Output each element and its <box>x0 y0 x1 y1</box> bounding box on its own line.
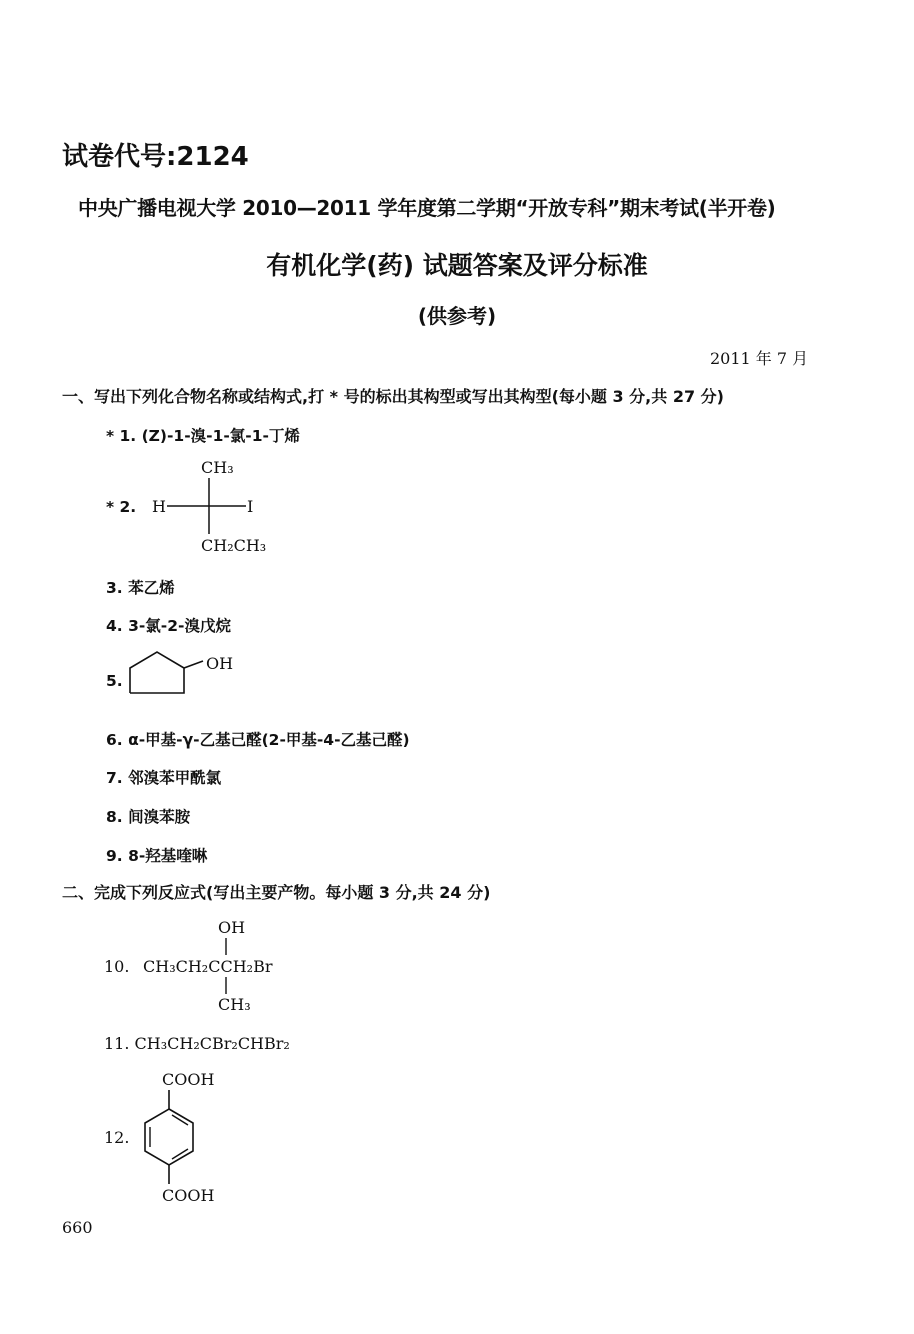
question-1: * 1. (Z)-1-溴-1-氯-1-丁烯 <box>106 427 300 445</box>
question-12-label: 12. <box>104 1128 130 1147</box>
question-2-left-group: H <box>152 497 166 516</box>
page-number: 660 <box>62 1218 93 1237</box>
question-8: 8. 间溴苯胺 <box>106 808 191 826</box>
question-9: 9. 8-羟基喹啉 <box>106 847 208 865</box>
exam-code: 试卷代号:2124 <box>62 142 249 172</box>
question-2-label: * 2. <box>106 498 137 516</box>
exam-date: 2011 年 7 月 <box>710 349 809 368</box>
question-10-label: 10. <box>104 957 130 976</box>
section2-heading: 二、完成下列反应式(写出主要产物。每小题 3 分,共 24 分) <box>62 883 491 902</box>
question-2-right-group: I <box>247 497 254 516</box>
question-6: 6. α-甲基-γ-乙基己醛(2-甲基-4-乙基己醛) <box>106 731 410 749</box>
question-4: 4. 3-氯-2-溴戊烷 <box>106 617 231 635</box>
page-subtitle: (供参考) <box>417 304 497 328</box>
question-12-top-group: COOH <box>162 1070 215 1089</box>
question-3: 3. 苯乙烯 <box>106 579 175 597</box>
section1-heading: 一、写出下列化合物名称或结构式,打 * 号的标出其构型或写出其构型(每小题 3 分,共 27 分) <box>62 387 724 406</box>
exam-header: 中央广播电视大学 2010—2011 学年度第二学期“开放专科”期末考试(半开卷) <box>78 196 776 220</box>
question-10-top-group: OH <box>218 918 246 937</box>
question-2-bottom-group: CH₂CH₃ <box>201 536 267 555</box>
question-5-label: 5. <box>106 672 123 690</box>
question-2-top-group: CH₃ <box>201 458 234 477</box>
question-11: 11. CH₃CH₂CBr₂CHBr₂ <box>104 1034 290 1053</box>
question-10-main-chain: CH₃CH₂CCH₂Br <box>143 957 273 976</box>
question-10-bottom-group: CH₃ <box>218 995 251 1014</box>
question-7: 7. 邻溴苯甲酰氯 <box>106 769 222 787</box>
question-5-group: OH <box>206 654 234 673</box>
page-title: 有机化学(药) 试题答案及评分标准 <box>266 251 648 280</box>
question-12-bottom-group: COOH <box>162 1186 215 1205</box>
